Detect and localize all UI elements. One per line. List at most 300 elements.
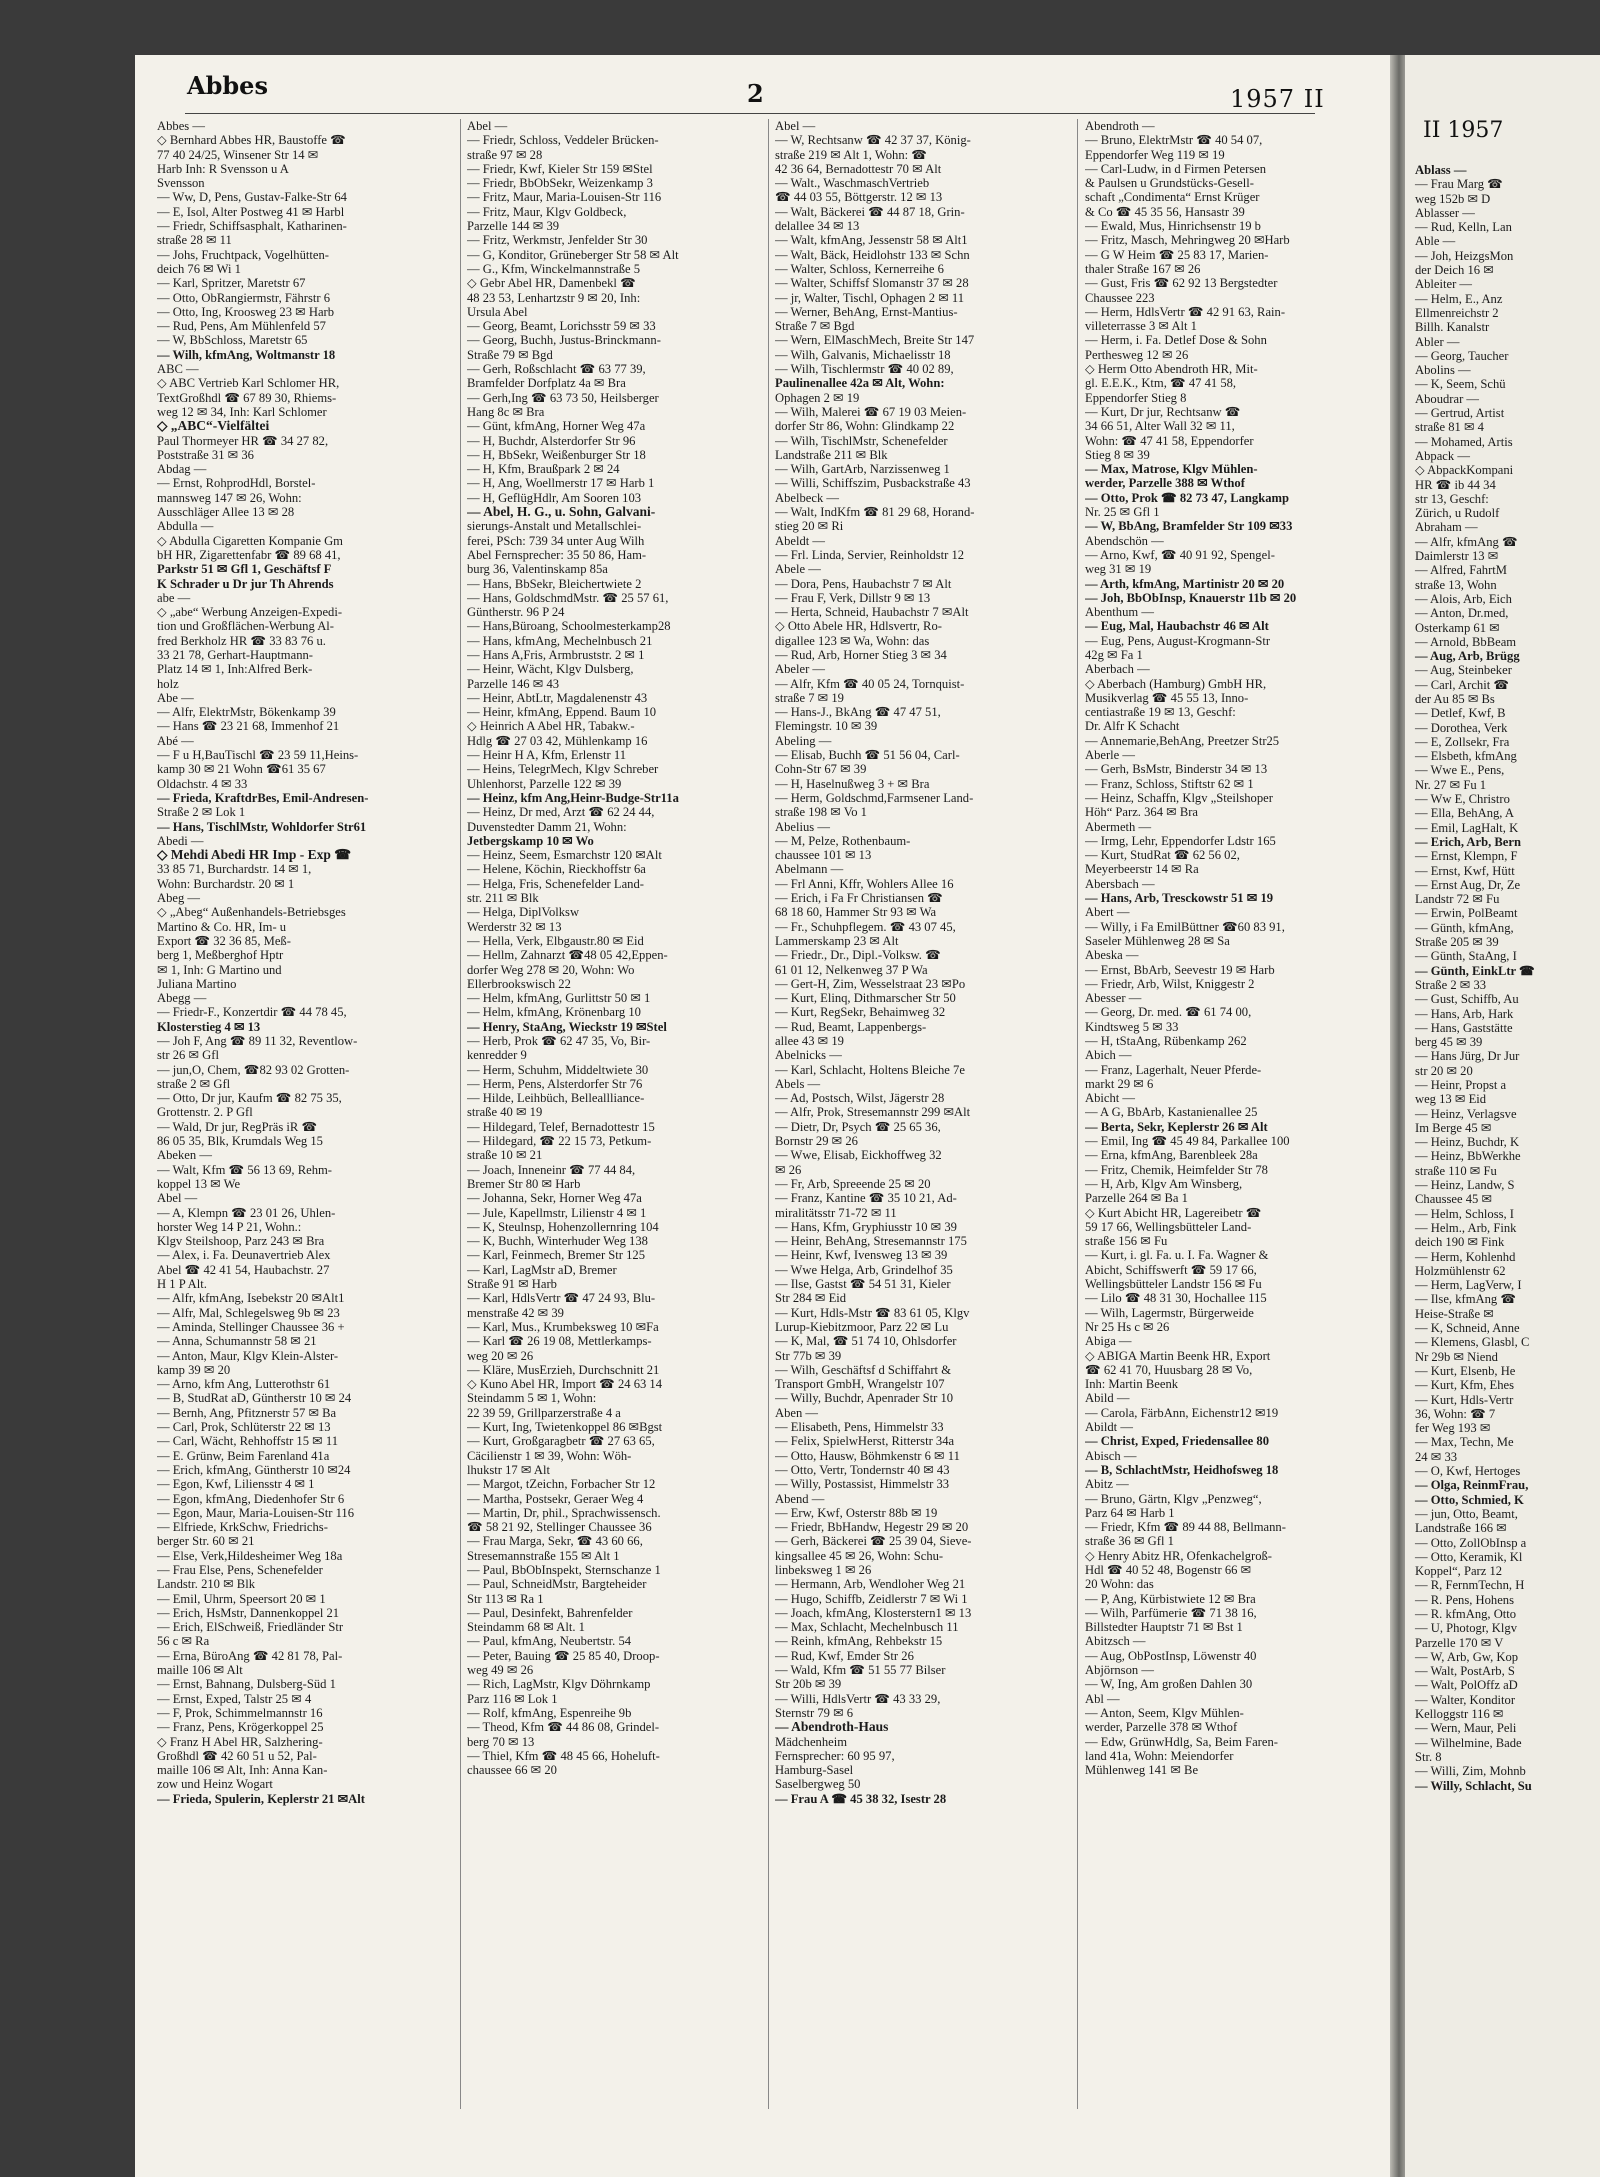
directory-entry-line: Svensson (157, 176, 205, 191)
directory-entry-line: Mühlenweg 141 ✉ Be (1085, 1763, 1199, 1778)
directory-entry-line: straße 2 ✉ Gfl (157, 1076, 231, 1091)
directory-entry-line: Inh: Martin Beenk (1085, 1377, 1179, 1392)
directory-entry-line: der Au 85 ✉ Bs (1415, 691, 1495, 706)
directory-entry-line: — Ewald, Mus, Hinrichsenstr 19 b (1085, 219, 1261, 234)
directory-entry-line: — K, Buchh, Winterhuder Weg 138 (467, 1234, 648, 1249)
directory-entry-line: — Gust, Schiffb, Au (1415, 992, 1519, 1007)
directory-entry-line: — Walter, Konditor (1415, 1692, 1516, 1707)
next-page-header: II 1957 (1423, 118, 1504, 143)
directory-entry-line: — R. Pens, Hohens (1415, 1592, 1515, 1607)
directory-entry-line: Aben — (775, 1405, 819, 1420)
directory-entry-line: werder, Parzelle 378 ✉ Wthof (1085, 1720, 1238, 1735)
directory-entry-line: burg 36, Valentinskamp 85a (467, 562, 608, 577)
directory-entry-line: — Erw, Kwf, Osterstr 88b ✉ 19 (775, 1505, 938, 1520)
directory-entry-line: Musikverlag ☎ 45 55 13, Inno- (1085, 690, 1249, 705)
directory-entry-line: villeterrasse 3 ✉ Alt 1 (1085, 319, 1197, 334)
directory-entry-line: — U, Photogr, Klgv (1415, 1621, 1517, 1636)
directory-entry-line: — Gerh,Ing ☎ 63 73 50, Heilsberger (467, 390, 659, 405)
directory-entry-line: — Eug, Mal, Haubachstr 46 ✉ Alt (1085, 619, 1269, 634)
directory-entry-line: Saselbergweg 50 (775, 1777, 861, 1792)
directory-entry-line: fred Berkholz HR ☎ 33 83 76 u. (157, 633, 326, 648)
directory-entry-line: — Alfr, ElektrMstr, Bökenkamp 39 (157, 705, 336, 720)
directory-entry-line: — Alfred, FahrtM (1415, 563, 1507, 578)
directory-entry-line: Straße 79 ✉ Bgd (467, 347, 553, 362)
directory-entry-line: — Heinz, BbWerkhe (1415, 1149, 1521, 1164)
directory-entry-line: — Hans, Kfm, Gryphiusstr 10 ✉ 39 (775, 1219, 957, 1234)
directory-entry-line: 22 39 59, Grillparzerstraße 4 a (467, 1405, 621, 1420)
directory-entry-line: Abelmann — (775, 862, 844, 877)
directory-entry-line: ◇ „abe“ Werbung Anzeigen-Expedi- (157, 605, 343, 620)
directory-entry-line: Abel Fernsprecher: 35 50 86, Ham- (467, 547, 647, 562)
directory-entry-line: — Ernst, Kwf, Hütt (1415, 863, 1515, 878)
directory-entry-line: ABC — (157, 362, 199, 377)
directory-entry-line: Im Berge 45 ✉ (1415, 1120, 1492, 1135)
directory-entry-line: maille 106 ✉ Alt, Inh: Anna Kan- (157, 1763, 328, 1778)
directory-entry-line: — Willy, Buchdr, Apenrader Str 10 (775, 1391, 954, 1406)
directory-entry-line: — Willy, i Fa EmilBüttner ☎60 83 91, (1085, 919, 1285, 934)
directory-entry-line: — Kläre, MusErzieh, Durchschnitt 21 (467, 1362, 660, 1377)
directory-entry-line: weg 12 ✉ 34, Inh: Karl Schlomer (157, 404, 327, 419)
directory-entry-line: ◇ AbpackKompani (1415, 463, 1514, 478)
directory-entry-line: Saseler Mühlenweg 28 ✉ Sa (1085, 933, 1230, 948)
directory-entry-line: — jun,O, Chem, ☎82 93 02 Grotten- (157, 1062, 350, 1077)
directory-entry-line: schaft „Condimenta“ Ernst Krüger (1085, 190, 1260, 205)
directory-entry-line: — Herb, Prok ☎ 62 47 35, Vo, Bir- (467, 1034, 651, 1048)
directory-entry-line: — Helm, kfmAng, Krönenbarg 10 (467, 1005, 641, 1020)
directory-entry-line: straße 198 ✉ Vo 1 (775, 805, 867, 820)
directory-entry-line: — Fr., Schuhpflegem. ☎ 43 07 45, (775, 919, 956, 934)
directory-entry-line: — Walt, Kfm ☎ 56 13 69, Rehm- (157, 1162, 332, 1177)
directory-entry-line: — Heinr, BehAng, Stresemannstr 175 (775, 1234, 967, 1249)
directory-entry-line: Osterkamp 61 ✉ (1415, 620, 1500, 635)
directory-entry-line: — Rud, Beamt, Lappenbergs- (775, 1019, 927, 1034)
directory-entry-line: — Rud, Kelln, Lan (1415, 220, 1512, 235)
directory-entry-line: — Herta, Schneid, Haubachstr 7 ✉Alt (775, 605, 969, 620)
directory-entry-line: — Franz, Lagerhalt, Neuer Pferde- (1085, 1062, 1262, 1077)
directory-entry-line: kamp 39 ✉ 20 (157, 1362, 231, 1377)
directory-entry-line: — Rich, LagMstr, Klgv Döhrnkamp (467, 1677, 651, 1692)
directory-entry-line: — Christ, Exped, Friedensallee 80 (1085, 1434, 1269, 1449)
directory-entry-line: str 13, Geschf: (1415, 491, 1489, 506)
directory-entry-line: ☎ 62 41 70, Huusbarg 28 ✉ Vo, (1085, 1362, 1253, 1377)
directory-entry-line: — Theod, Kfm ☎ 44 86 08, Grindel- (467, 1720, 660, 1735)
directory-entry-line: — Erwin, PolBeamt (1415, 906, 1518, 921)
directory-entry-line: — Helm, kfmAng, Gurlittstr 50 ✉ 1 (467, 991, 651, 1006)
directory-entry-line: Aberle — (1085, 748, 1136, 763)
directory-entry-line: — G, Konditor, Grüneberger Str 58 ✉ Alt (467, 247, 679, 262)
directory-entry-line: Perthesweg 12 ✉ 26 (1085, 347, 1189, 362)
entry-column-4 (1085, 119, 1383, 1777)
directory-entry-line: — Helm, E., Anz (1415, 291, 1503, 306)
directory-entry-line: — Erich, i Fa Fr Christiansen ☎ (775, 891, 943, 906)
directory-entry-line: weg 49 ✉ 26 (467, 1663, 534, 1678)
directory-entry-line: ◇ Herm Otto Abendroth HR, Mit- (1085, 362, 1258, 377)
directory-entry-line: Landstr. 210 ✉ Blk (157, 1577, 256, 1592)
directory-entry-line: — Fritz, Masch, Mehringweg 20 ✉Harb (1085, 233, 1290, 248)
directory-entry-line: — Emil, LagHalt, K (1415, 820, 1519, 835)
directory-entry-line: ◇ ABC Vertrieb Karl Schlomer HR, (157, 376, 340, 391)
directory-entry-line: — Wilh, Tischlermstr ☎ 40 02 89, (775, 362, 954, 377)
directory-entry-line: — Alfr, Prok, Stresemannstr 299 ✉Alt (775, 1105, 971, 1120)
directory-entry-line: — Gerh, BsMstr, Binderstr 34 ✉ 13 (1085, 762, 1268, 777)
directory-entry-line: Eppendorfer Stieg 8 (1085, 390, 1187, 405)
directory-entry-line: — Gust, Fris ☎ 62 92 13 Bergstedter (1085, 276, 1278, 291)
directory-entry-line: — Otto, Dr jur, Kaufm ☎ 82 75 35, (157, 1091, 342, 1106)
directory-entry-line: — Frau Else, Pens, Schenefelder (157, 1562, 323, 1577)
entry-column-1 (157, 119, 455, 1806)
directory-entry-line: — Wilh, Geschäftsf d Schiffahrt & (775, 1362, 952, 1377)
directory-entry-line: — Georg, Beamt, Lorichsstr 59 ✉ 33 (467, 319, 656, 334)
directory-entry-line: — Ernst, BbArb, Seevestr 19 ✉ Harb (1085, 962, 1275, 977)
directory-entry-line: Parz 64 ✉ Harb 1 (1085, 1505, 1175, 1520)
directory-entry-line: — Alex, i. Fa. Deunavertrieb Alex (157, 1248, 331, 1263)
directory-entry-line: — A G, BbArb, Kastanienallee 25 (1085, 1105, 1258, 1120)
directory-entry-line: — Elsbeth, kfmAng (1415, 749, 1517, 764)
directory-entry-line: — W, Ing, Am großen Dahlen 30 (1085, 1677, 1253, 1692)
directory-entry-line: — Wald, Dr jur, RegPräs iR ☎ (157, 1119, 318, 1134)
directory-entry-line: Transport GmbH, Wrangelstr 107 (775, 1377, 945, 1392)
page-number: 2 (747, 79, 764, 108)
directory-entry-line: — Carola, FärbAnn, Eichenstr12 ✉19 (1085, 1405, 1279, 1420)
entry-column-3 (775, 119, 1073, 1806)
directory-entry-line: — Wwe Helga, Arb, Grindelhof 35 (775, 1262, 953, 1277)
directory-entry-line: Harb Inh: R Svensson u A (157, 161, 289, 176)
directory-entry-line: Abitzsch — (1085, 1634, 1146, 1649)
directory-entry-line: — Anton, Seem, Klgv Mühlen- (1085, 1705, 1244, 1720)
directory-entry-line: Klosterstieg 4 ✉ 13 (157, 1019, 261, 1034)
directory-entry-line: ◇ Gebr Abel HR, Damenbekl ☎ (467, 276, 636, 291)
directory-entry-line: koppel 13 ✉ We (157, 1176, 241, 1191)
directory-entry-line: — Thiel, Kfm ☎ 48 45 66, Hoheluft- (467, 1748, 660, 1763)
directory-entry-line: — Johanna, Sekr, Horner Weg 47a (467, 1191, 642, 1206)
directory-entry-line: — Rolf, kfmAng, Espenreihe 9b (467, 1705, 632, 1720)
directory-entry-line: Nr 29b ✉ Niend (1415, 1349, 1498, 1364)
directory-entry-line: — Heinz, Buchdr, K (1415, 1135, 1520, 1150)
directory-entry-line: — Fritz, Chemik, Heimfelder Str 78 (1085, 1162, 1268, 1177)
directory-entry-line: 56 c ✉ Ra (157, 1634, 210, 1649)
directory-entry-line: str. 211 ✉ Blk (467, 891, 539, 906)
directory-entry-line: Straße 2 ✉ 33 (1415, 977, 1487, 992)
directory-entry-line: — W, Rechtsanw ☎ 42 37 37, König- (775, 133, 971, 148)
directory-entry-line: — Klemens, Glasbl, C (1415, 1335, 1530, 1350)
directory-entry-line: str 20 ✉ 20 (1415, 1063, 1473, 1078)
directory-entry-line: — K, Steulnsp, Hohenzollernring 104 (467, 1219, 659, 1234)
directory-entry-line: ◇ Franz H Abel HR, Salzhering- (157, 1734, 323, 1749)
directory-entry-line: Straße 91 ✉ Harb (467, 1277, 557, 1292)
directory-entry-line: — Ilse, kfmAng ☎ (1415, 1292, 1517, 1307)
directory-entry-line: straße 219 ✉ Alt 1, Wohn: ☎ (775, 147, 927, 162)
directory-entry-line: — Heinr H A, Kfm, Erlenstr 11 (467, 748, 627, 763)
directory-entry-line: Abenthum — (1085, 605, 1154, 620)
directory-entry-line: — Alfr, kfmAng ☎ (1415, 534, 1518, 549)
directory-entry-line: Dr. Alfr K Schacht (1085, 719, 1180, 734)
directory-entry-line: — Frl Anni, Kffr, Wohlers Allee 16 (775, 876, 954, 891)
directory-entry-line: Wellingsbütteler Landstr 156 ✉ Fu (1085, 1277, 1262, 1292)
directory-entry-line: — Max, Matrose, Klgv Mühlen- (1085, 462, 1258, 477)
directory-entry-line: — Friedr, Kfm ☎ 89 44 88, Bellmann- (1085, 1520, 1286, 1535)
directory-entry-line: Landstraße 211 ✉ Blk (775, 447, 888, 462)
directory-entry-line: — Emil, Uhrm, Speersort 20 ✉ 1 (157, 1591, 326, 1606)
directory-entry-line: — Hans ☎ 23 21 68, Immenhof 21 (157, 719, 340, 734)
directory-entry-line: — Elfriede, KrkSchw, Friedrichs- (157, 1520, 328, 1535)
directory-entry-line: — Mohamed, Artis (1415, 434, 1513, 449)
directory-entry-line: — W, Arb, Gw, Kop (1415, 1649, 1519, 1664)
directory-entry-line: bH HR, Zigarettenfabr ☎ 89 68 41, (157, 547, 341, 562)
directory-entry-line: Abé — (157, 733, 194, 748)
directory-entry-line: Sternstr 79 ✉ 6 (775, 1705, 854, 1720)
directory-entry-line: — Elisab, Buchh ☎ 51 56 04, Carl- (775, 748, 960, 763)
directory-entry-line: — Arno, Kwf, ☎ 40 91 92, Spengel- (1085, 547, 1275, 562)
directory-entry-line: — Heinr, Kwf, Ivensweg 13 ✉ 39 (775, 1248, 948, 1263)
directory-entry-line: ☎ 44 03 55, Böttgerstr. 12 ✉ 13 (775, 190, 943, 205)
directory-entry-line: Stieg 8 ✉ 39 (1085, 447, 1150, 462)
directory-entry-line: Abeken — (157, 1148, 212, 1163)
directory-entry-line: Abedi — (157, 833, 204, 848)
directory-entry-line: — Ernst, Bahnang, Dulsberg-Süd 1 (157, 1677, 336, 1692)
directory-entry-line: — Jule, Kapellmstr, Lilienstr 4 ✉ 1 (467, 1205, 647, 1220)
directory-entry-line: Oldachstr. 4 ✉ 33 (157, 776, 248, 791)
directory-entry-line: Kindtsweg 5 ✉ 33 (1085, 1019, 1179, 1034)
directory-entry-line: — F u H,BauTischl ☎ 23 59 11,Heins- (157, 748, 359, 763)
directory-entry-line: — Joach, Inneneinr ☎ 77 44 84, (467, 1162, 636, 1177)
directory-entry-line: — Paul, kfmAng, Neubertstr. 54 (467, 1634, 632, 1649)
directory-entry-line: digallee 123 ✉ Wa, Wohn: das (775, 633, 930, 648)
directory-entry-line: — Bruno, ElektrMstr ☎ 40 54 07, (1085, 133, 1263, 148)
directory-entry-line: Lammerskamp 23 ✉ Alt (775, 933, 899, 948)
directory-entry-line: — Frau A ☎ 45 38 32, Isestr 28 (775, 1791, 947, 1806)
directory-entry-line: Fernsprecher: 60 95 97, (775, 1748, 895, 1763)
directory-entry-line: — Hans, GoldschmdMstr. ☎ 25 57 61, (467, 590, 669, 605)
directory-entry-line: ☎ 58 21 92, Stellinger Chaussee 36 (467, 1520, 652, 1535)
directory-entry-line: kamp 30 ✉ 21 Wohn ☎61 35 67 (157, 762, 326, 777)
directory-entry-line: — Egon, Kwf, Liliensstr 4 ✉ 1 (157, 1477, 315, 1492)
directory-entry-line: Abich — (1085, 1048, 1132, 1063)
directory-entry-line: — Ernst Aug, Dr, Ze (1415, 877, 1521, 892)
directory-entry-line: — Friedr, Kwf, Kieler Str 159 ✉Stel (467, 161, 653, 176)
directory-entry-line: — Egon, kfmAng, Diedenhofer Str 6 (157, 1491, 345, 1506)
directory-entry-line: Nr. 27 ✉ Fu 1 (1415, 777, 1487, 792)
directory-entry-line: Landstraße 166 ✉ (1415, 1521, 1507, 1536)
directory-entry-line: — Annemarie,BehAng, Preetzer Str25 (1085, 733, 1280, 748)
directory-entry-line: — Otto, ObRangiermstr, Fährstr 6 (157, 290, 330, 305)
directory-entry-line: Able — (1415, 234, 1456, 249)
directory-entry-line: — Wilh, TischlMstr, Schenefelder (775, 433, 948, 448)
directory-entry-line: — Walt., WaschmaschVertrieb (775, 176, 930, 191)
directory-entry-line: — Frau F, Verk, Dillstr 9 ✉ 13 (775, 590, 931, 605)
directory-entry-line: ◇ ABIGA Martin Beenk HR, Export (1085, 1348, 1271, 1363)
directory-entry-line: — E. Grünw, Beim Farenland 41a (157, 1448, 330, 1463)
directory-entry-line: — Otto, Hausw, Böhmkenstr 6 ✉ 11 (775, 1448, 960, 1463)
directory-entry-line: — Ella, BehAng, A (1415, 806, 1514, 821)
directory-entry-line: dorfer Str 86, Wohn: Glindkamp 22 (775, 419, 955, 434)
directory-entry-line: ✉ 1, Inh: G Martino und (157, 962, 282, 977)
directory-entry-line: Abolins — (1415, 363, 1471, 378)
directory-entry-line: Heise-Straße ✉ (1415, 1306, 1494, 1321)
directory-entry-line: — Willi, Schiffszim, Pusbackstraße 43 (775, 476, 971, 491)
directory-entry-line: — H, tStaAng, Rübenkamp 262 (1085, 1034, 1247, 1048)
directory-entry-line: — K, Schneid, Anne (1415, 1321, 1520, 1336)
directory-entry-line: chaussee 66 ✉ 20 (467, 1763, 557, 1778)
directory-entry-line: 59 17 66, Wellingsbütteler Land- (1085, 1219, 1252, 1234)
directory-entry-line: Abdulla — (157, 519, 214, 534)
directory-entry-line: — Wern, Maur, Peli (1415, 1721, 1517, 1736)
directory-entry-line: ◇ Kuno Abel HR, Import ☎ 24 63 14 (467, 1377, 663, 1392)
directory-entry-line: — Carl-Ludw, in d Firmen Petersen (1085, 161, 1267, 176)
directory-entry-line: — Friedr, Schloss, Veddeler Brücken- (467, 133, 659, 148)
directory-entry-line: 61 01 12, Nelkenweg 37 P Wa (775, 962, 928, 977)
directory-entry-line: — Kurt, RegSekr, Behaimweg 32 (775, 1005, 946, 1020)
directory-entry-line: mannsweg 147 ✉ 26, Wohn: (157, 490, 302, 505)
directory-entry-line: — Heinr, AbtLtr, Magdalenenstr 43 (467, 690, 648, 705)
directory-entry-line: Cäcilienstr 1 ✉ 39, Wohn: Wöh- (467, 1448, 632, 1463)
directory-entry-line: abe — (157, 590, 191, 605)
directory-entry-line: — Heinr, kfmAng, Eppend. Baum 10 (467, 705, 657, 720)
directory-entry-line: maille 106 ✉ Alt (157, 1663, 243, 1678)
directory-entry-line: Uhlenhorst, Parzelle 122 ✉ 39 (467, 776, 622, 791)
directory-entry-line: — Joh, HeizgsMon (1415, 248, 1514, 263)
directory-entry-line: — Johs, Fruchtpack, Vogelhütten- (157, 247, 329, 262)
directory-entry-line: Jetbergskamp 10 ✉ Wo (467, 833, 594, 848)
directory-entry-line: — Fr, Arb, Spreeende 25 ✉ 20 (775, 1176, 931, 1191)
directory-entry-line: ✉ 26 (775, 1162, 802, 1177)
directory-entry-line: 33 85 71, Burchardstr. 14 ✉ 1, (157, 862, 312, 877)
directory-entry-line: — Frieda, Spulerin, Keplerstr 21 ✉Alt (157, 1791, 365, 1806)
directory-entry-line: deich 76 ✉ Wi 1 (157, 261, 241, 276)
directory-entry-line: weg 20 ✉ 26 (467, 1348, 534, 1363)
directory-entry-line: — Wwe, Elisab, Eickhoffweg 32 (775, 1148, 942, 1163)
directory-entry-line: Martino & Co. HR, Im- u (157, 919, 287, 934)
directory-entry-line: ferei, PSch: 739 34 unter Aug Wilh (467, 533, 645, 548)
directory-entry-line: ◇ Bernhard Abbes HR, Baustoffe ☎ (157, 133, 346, 148)
directory-entry-line: — Friedr-F., Konzertdir ☎ 44 78 45, (157, 1005, 347, 1020)
directory-entry-line: — Erich, ElSchweiß, Friedländer Str (157, 1620, 344, 1635)
directory-entry-line: ◇ Otto Abele HR, Hdlsvertr, Ro- (775, 619, 942, 634)
directory-entry-line: lhukstr 17 ✉ Alt (467, 1462, 550, 1477)
directory-entry-line: Grottenstr. 2. P Gfl (157, 1105, 253, 1120)
directory-entry-line: — Hans, Arb, Hark (1415, 1006, 1514, 1021)
directory-entry-line: Abl — (1085, 1691, 1120, 1706)
directory-entry-line: — Heinr, Propst a (1415, 1078, 1507, 1092)
directory-entry-line: — W, BbSchloss, Maretstr 65 (157, 333, 308, 348)
directory-entry-line: — Hans, Arb, Tresckowstr 51 ✉ 19 (1085, 891, 1274, 906)
directory-entry-line: — Fritz, Maur, Klgv Goldbeck, (467, 204, 627, 219)
directory-entry-line: — Martha, Postsekr, Geraer Weg 4 (467, 1491, 644, 1506)
directory-entry-line: Holzmühlenstr 62 (1415, 1263, 1506, 1278)
directory-entry-line: — Gerh, Bäckerei ☎ 25 39 04, Sieve- (775, 1534, 972, 1549)
directory-entry-line: Ausschläger Allee 13 ✉ 28 (157, 505, 295, 520)
directory-entry-line: Abeg — (157, 891, 201, 906)
directory-entry-line: — Erich, HsMstr, Dannenkoppel 21 (157, 1605, 340, 1620)
directory-entry-line: — Walt, kfmAng, Jessenstr 58 ✉ Alt1 (775, 233, 968, 248)
directory-entry-line: — Hellm, Zahnarzt ☎48 05 42,Eppen- (467, 948, 668, 963)
directory-entry-line: Abelius — (775, 819, 830, 834)
directory-entry-line: — B, StudRat aD, Güntherstr 10 ✉ 24 (157, 1391, 352, 1406)
directory-entry-line: 77 40 24/25, Winsener Str 14 ✉ (157, 147, 319, 162)
directory-entry-line: — G W Heim ☎ 25 83 17, Marien- (1085, 247, 1269, 262)
directory-entry-line: — B, SchlachtMstr, Heidhofsweg 18 (1085, 1462, 1279, 1477)
directory-entry-line: weg 31 ✉ 19 (1085, 562, 1152, 577)
column-divider (460, 119, 461, 2109)
directory-entry-line: Abendschön — (1085, 533, 1164, 548)
directory-entry-line: Chaussee 223 (1085, 290, 1155, 305)
directory-entry-line: — Elisabeth, Pens, Himmelstr 33 (775, 1420, 944, 1435)
directory-entry-line: — M, Pelze, Rothenbaum- (775, 833, 911, 848)
directory-entry-line: Zürich, u Rudolf (1415, 506, 1500, 521)
directory-entry-line: Abeska — (1085, 948, 1139, 963)
directory-entry-line: Abel ☎ 42 41 54, Haubachstr. 27 (157, 1262, 330, 1277)
directory-entry-line: — Hans, TischlMstr, Wohldorfer Str61 (157, 819, 367, 834)
directory-entry-line: Abele — (775, 562, 821, 577)
directory-entry-line: tion und Großflächen-Werbung Al- (157, 619, 335, 634)
directory-entry-line: Str 20b ✉ 39 (775, 1677, 842, 1692)
directory-entry-line: Export ☎ 32 36 85, Meß- (157, 933, 291, 948)
directory-entry-line: — Gert-H, Zim, Wesselstraat 23 ✉Po (775, 976, 966, 991)
directory-entry-line: — Heinz, Seem, Esmarchstr 120 ✉Alt (467, 848, 662, 863)
directory-entry-line: — Friedr, BbHandw, Hegestr 29 ✉ 20 (775, 1520, 969, 1535)
directory-entry-line: — Friedr, Schiffsasphalt, Katharinen- (157, 219, 347, 234)
directory-entry-line: — Walter, Schiffsf Slomanstr 37 ✉ 28 (775, 276, 969, 291)
directory-entry-line: Str. 8 (1415, 1749, 1442, 1764)
directory-entry-line: straße 28 ✉ 11 (157, 233, 232, 248)
directory-entry-line: — Henry, StaAng, Wieckstr 19 ✉Stel (467, 1019, 667, 1034)
directory-entry-line: — Ilse, Gastst ☎ 54 51 31, Kieler (775, 1277, 951, 1292)
directory-entry-line: Abersbach — (1085, 876, 1155, 891)
directory-entry-line: — Alois, Arb, Eich (1415, 591, 1512, 606)
directory-entry-line: — H, Buchdr, Alsterdorfer Str 96 (467, 433, 636, 448)
directory-entry-line: — Wald, Kfm ☎ 51 55 77 Bilser (775, 1663, 946, 1678)
directory-entry-line: Abraham — (1415, 520, 1478, 535)
directory-entry-line: — Wilh, Lagermstr, Bürgerweide (1085, 1305, 1254, 1320)
directory-entry-line: thaler Straße 167 ✉ 26 (1085, 261, 1201, 276)
directory-entry-line: — Frau Marga, Sekr, ☎ 43 60 66, (467, 1534, 643, 1549)
directory-entry-line: — Herm, HdlsVertr ☎ 42 91 63, Rain- (1085, 304, 1286, 319)
directory-entry-line: — Joach, kfmAng, Klosterstern1 ✉ 13 (775, 1605, 972, 1620)
directory-entry-line: Steindamm 68 ✉ Alt. 1 (467, 1620, 585, 1635)
directory-entry-line: — Hans A,Fris, Armbruststr. 2 ✉ 1 (467, 647, 645, 662)
directory-entry-line: Abeling — (775, 733, 832, 748)
directory-entry-line: gl. E.E.K., Ktm, ☎ 47 41 58, (1085, 376, 1237, 391)
directory-entry-line: 24 ✉ 33 (1415, 1449, 1458, 1464)
directory-entry-line: — Abel, H. G., u. Sohn, Galvani- (467, 505, 656, 520)
directory-entry-line: Abelbeck — (775, 490, 839, 505)
directory-entry-line: Ablasser — (1415, 205, 1475, 220)
directory-entry-line: Abeldt — (775, 533, 826, 548)
directory-entry-line: — K, Seem, Schü (1415, 377, 1506, 392)
directory-entry-line: — Paul, SchneidMstr, Bargteheider (467, 1577, 647, 1592)
directory-entry-line: — Kurt, i. gl. Fa. u. I. Fa. Wagner & (1085, 1248, 1269, 1263)
directory-entry-line: — Bruno, Gärtn, Klgv „Penzweg“, (1085, 1491, 1262, 1506)
directory-entry-line: centiastraße 19 ✉ 13, Geschf: (1085, 705, 1236, 720)
directory-entry-line: ◇ Abdulla Cigaretten Kompanie Gm (157, 533, 343, 548)
directory-entry-line: straße 110 ✉ Fu (1415, 1163, 1497, 1178)
directory-entry-line: Abelnicks — (775, 1048, 842, 1063)
directory-entry-line: Hang 8c ✉ Bra (467, 404, 545, 419)
directory-entry-line: TextGroßhdl ☎ 67 89 30, Rhiems- (157, 390, 337, 405)
directory-entry-line: 48 23 53, Lenhartzstr 9 ✉ 20, Inh: (467, 290, 641, 305)
directory-entry-line: Ellmenreichstr 2 (1415, 305, 1499, 320)
directory-entry-line: Koppel“, Parz 12 (1415, 1564, 1503, 1579)
directory-entry-line: — Karl, Mus., Krumbeksweg 10 ✉Fa (467, 1319, 659, 1334)
directory-entry-line: stieg 20 ✉ Ri (775, 519, 844, 534)
directory-entry-line: — Emil, Ing ☎ 45 49 84, Parkallee 100 (1085, 1134, 1290, 1149)
directory-entry-line: — G., Kfm, Winckelmannstraße 5 (467, 261, 641, 276)
directory-entry-line: ◇ Heinrich A Abel HR, Tabakw.- (467, 719, 635, 734)
directory-entry-line: — Wilh, Parfümerie ☎ 71 38 16, (1085, 1605, 1257, 1620)
directory-entry-line: — Hans Jürg, Dr Jur (1415, 1049, 1520, 1064)
directory-entry-line: — Hermann, Arb, Wendloher Weg 21 (775, 1577, 966, 1592)
directory-entry-line: — O, Kwf, Hertoges (1415, 1464, 1521, 1479)
directory-entry-line: Kelloggstr 116 ✉ (1415, 1707, 1504, 1722)
